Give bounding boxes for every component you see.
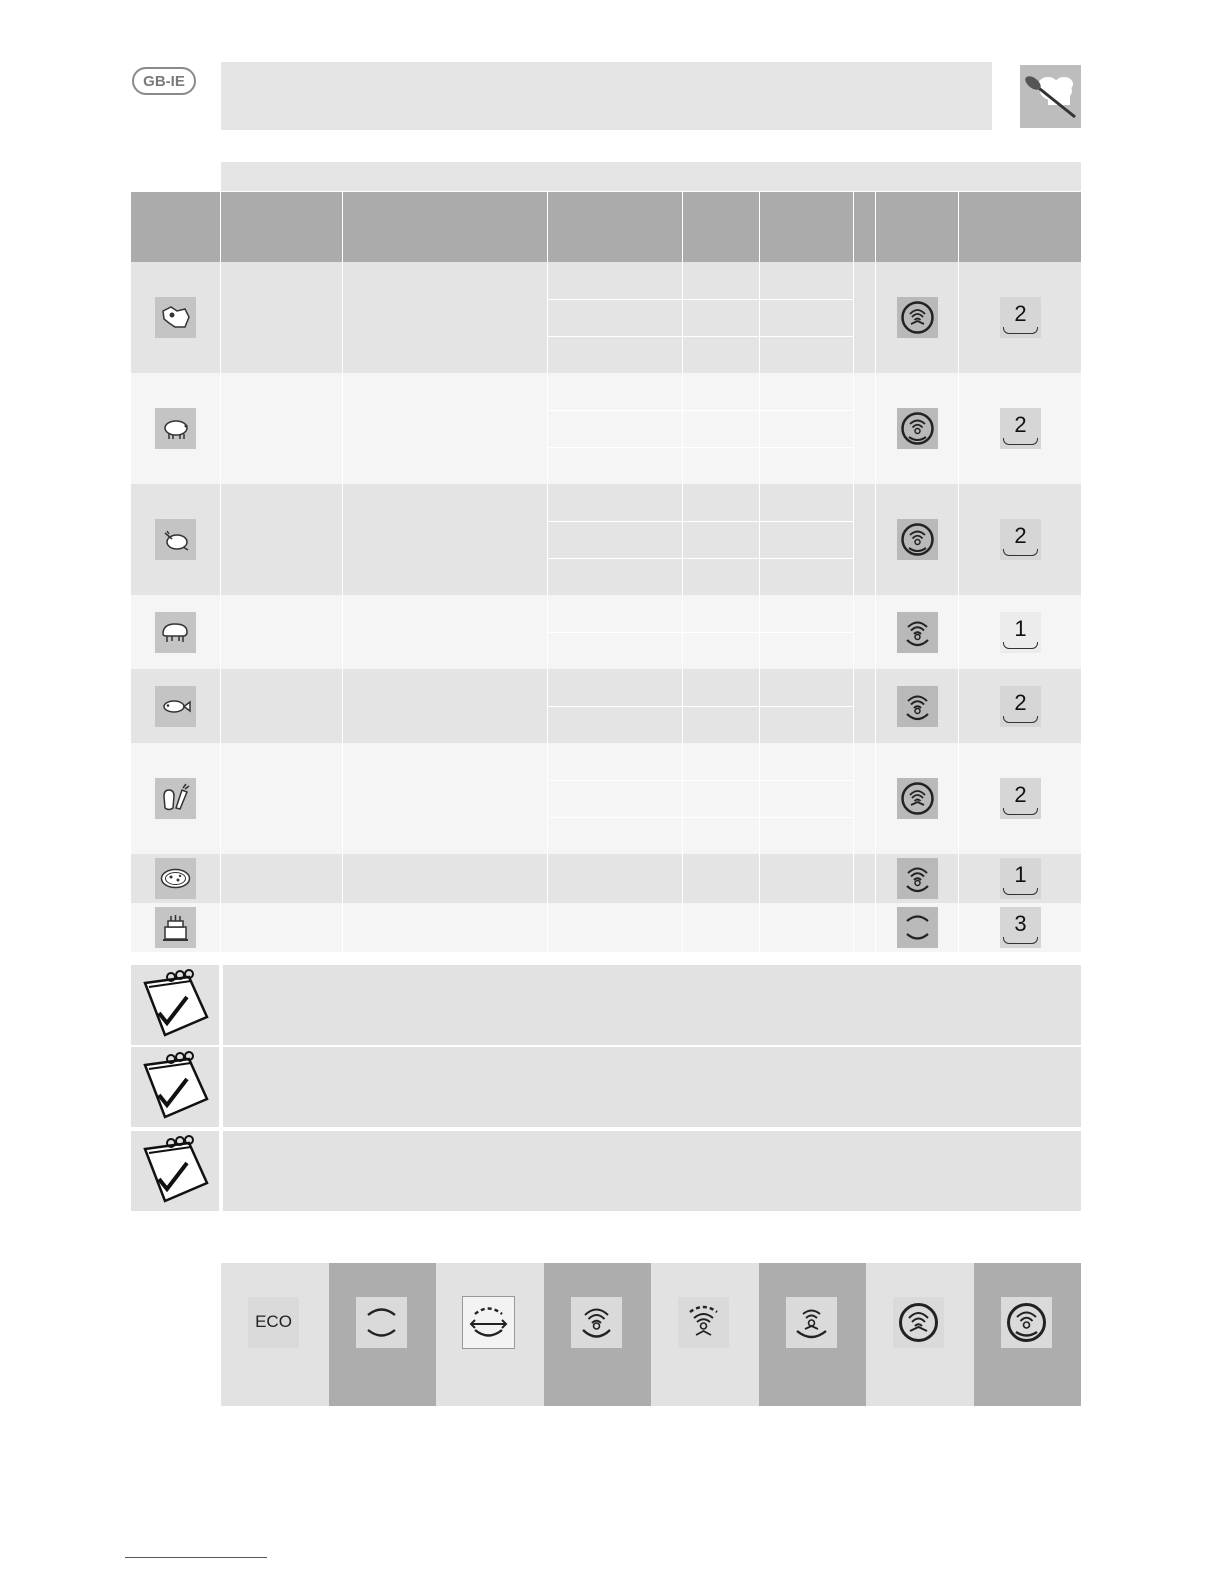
page-header-band [221, 62, 992, 130]
function-cell-fan-bottom [759, 1263, 867, 1406]
note-row [131, 1131, 1081, 1211]
table-row [131, 484, 1081, 595]
shelf-level-badge [1000, 519, 1041, 560]
chicken-icon [155, 519, 196, 560]
table-header-row [131, 192, 1081, 262]
cooking-table [131, 192, 1081, 952]
note-text [223, 1047, 1081, 1127]
fan-circular-bottom-icon [1001, 1297, 1052, 1348]
shelf-level-number: 1 [1014, 616, 1027, 641]
fan-bottom-icon [786, 1297, 837, 1348]
fan-circular-bottom-icon [897, 408, 938, 449]
fan-circular-bottom-icon [897, 519, 938, 560]
shelf-level-number: 3 [1014, 911, 1027, 936]
table-row [131, 262, 1081, 373]
function-cell-fan-circular-grill [866, 1263, 974, 1406]
notepad-check-icon [131, 1131, 219, 1211]
shelf-level-number: 2 [1014, 523, 1027, 548]
shelf-level-number: 2 [1014, 301, 1027, 326]
cake-icon [155, 907, 196, 948]
table-row [131, 373, 1081, 484]
fan-circular-grill-icon [897, 297, 938, 338]
table-row [131, 595, 1081, 669]
pizza-icon [155, 858, 196, 899]
table-caption-band [221, 162, 1081, 191]
notepad-check-icon [131, 1047, 219, 1127]
shelf-level-number: 2 [1014, 412, 1027, 437]
table-row [131, 903, 1081, 952]
function-cell-fan-grill [651, 1263, 759, 1406]
table-row [131, 669, 1081, 743]
vegetables-icon [155, 778, 196, 819]
table-row [131, 743, 1081, 854]
function-legend-panel [221, 1263, 1081, 1406]
note-row [131, 965, 1081, 1045]
shelf-level-badge [1000, 778, 1041, 819]
fan-assisted-icon [897, 612, 938, 653]
function-cell-fan-assisted [544, 1263, 652, 1406]
function-cell-grill [436, 1263, 544, 1406]
pork-icon [155, 408, 196, 449]
language-badge: GB-IE [132, 67, 196, 95]
beef-icon [155, 297, 196, 338]
shelf-level-badge [1000, 408, 1041, 449]
table-row [131, 854, 1081, 903]
function-cell-static [329, 1263, 437, 1406]
shelf-level-number: 2 [1014, 690, 1027, 715]
static-icon [897, 907, 938, 948]
shelf-level-badge [1000, 858, 1041, 899]
fan-assisted-icon [897, 686, 938, 727]
note-text [223, 1131, 1081, 1211]
lamb-icon [155, 612, 196, 653]
fish-icon [155, 686, 196, 727]
shelf-level-badge [1000, 686, 1041, 727]
function-cell-eco [221, 1263, 329, 1406]
static-icon [356, 1297, 407, 1348]
fan-grill-icon [678, 1297, 729, 1348]
shelf-level-badge [1000, 297, 1041, 338]
grill-icon [463, 1297, 514, 1348]
notepad-check-icon [131, 965, 219, 1045]
eco-label: ECO [255, 1312, 292, 1331]
note-row [131, 1047, 1081, 1127]
fan-assisted-icon [897, 858, 938, 899]
shelf-level-badge [1000, 612, 1041, 653]
function-cell-fan-circular-bottom [974, 1263, 1082, 1406]
shelf-level-badge [1000, 907, 1041, 948]
shelf-level-number: 1 [1014, 862, 1027, 887]
spoon-chef-hat-icon [1020, 65, 1081, 128]
fan-circular-grill-icon [897, 778, 938, 819]
footer-link-underline[interactable] [125, 1557, 267, 1558]
eco-icon [248, 1297, 299, 1348]
fan-assisted-icon [571, 1297, 622, 1348]
shelf-level-number: 2 [1014, 782, 1027, 807]
fan-circular-grill-icon [893, 1297, 944, 1348]
note-text [223, 965, 1081, 1045]
